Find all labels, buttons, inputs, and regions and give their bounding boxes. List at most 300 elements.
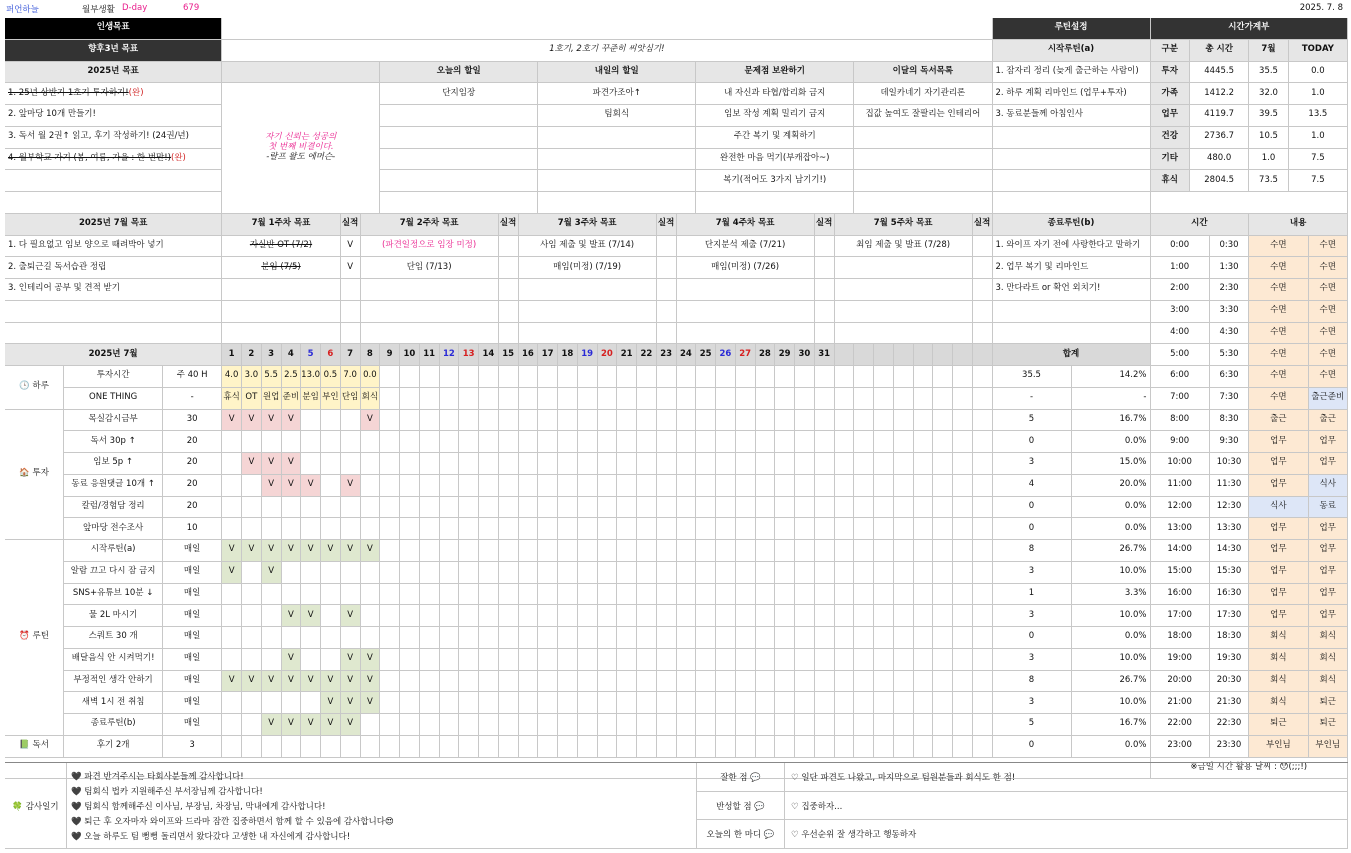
habit-check-cell[interactable] xyxy=(795,671,815,693)
habit-check-cell[interactable]: V xyxy=(222,562,242,584)
habit-check-cell[interactable] xyxy=(677,692,697,714)
habit-check-cell[interactable] xyxy=(795,649,815,671)
habit-check-cell[interactable] xyxy=(657,714,677,736)
habit-check-cell[interactable]: V xyxy=(262,714,282,736)
habit-check-cell[interactable] xyxy=(420,453,440,475)
habit-check-cell[interactable] xyxy=(716,410,736,432)
habit-check-cell[interactable] xyxy=(617,627,637,649)
habit-check-cell[interactable] xyxy=(282,562,302,584)
habit-check-cell[interactable] xyxy=(538,671,558,693)
habit-check-cell[interactable] xyxy=(578,475,598,497)
habit-check-cell[interactable] xyxy=(657,605,677,627)
habit-check-cell[interactable]: V xyxy=(282,714,302,736)
habit-check-cell[interactable] xyxy=(440,410,460,432)
reading-check-cell[interactable] xyxy=(282,736,302,758)
habit-check-cell[interactable] xyxy=(420,714,440,736)
habit-check-cell[interactable] xyxy=(815,410,835,432)
habit-check-cell[interactable] xyxy=(538,627,558,649)
habit-check-cell[interactable] xyxy=(756,562,776,584)
habit-check-cell[interactable] xyxy=(321,562,341,584)
reading-check-cell[interactable] xyxy=(341,736,361,758)
reading-check-cell[interactable] xyxy=(835,736,855,758)
habit-check-cell[interactable]: V xyxy=(282,410,302,432)
habit-check-cell[interactable] xyxy=(617,584,637,606)
habit-check-cell[interactable]: V xyxy=(262,671,282,693)
habit-check-cell[interactable]: V xyxy=(282,453,302,475)
habit-check-cell[interactable] xyxy=(598,453,618,475)
habit-check-cell[interactable] xyxy=(696,562,716,584)
habit-check-cell[interactable] xyxy=(696,540,716,562)
habit-check-cell[interactable] xyxy=(617,605,637,627)
habit-check-cell[interactable] xyxy=(795,410,815,432)
habit-check-cell[interactable] xyxy=(361,714,381,736)
habit-check-cell[interactable] xyxy=(361,431,381,453)
reading-check-cell[interactable] xyxy=(420,736,440,758)
habit-check-cell[interactable] xyxy=(459,714,479,736)
habit-check-cell[interactable] xyxy=(736,540,756,562)
habit-check-cell[interactable] xyxy=(479,649,499,671)
habit-check-cell[interactable] xyxy=(677,671,697,693)
habit-check-cell[interactable] xyxy=(716,714,736,736)
habit-check-cell[interactable] xyxy=(756,671,776,693)
habit-check-cell[interactable] xyxy=(459,431,479,453)
reading-check-cell[interactable] xyxy=(242,736,262,758)
habit-check-cell[interactable] xyxy=(282,627,302,649)
habit-check-cell[interactable] xyxy=(736,410,756,432)
habit-check-cell[interactable]: V xyxy=(262,540,282,562)
review-text[interactable]: ♡ 우선순위 잘 생각하고 행동하자 xyxy=(785,820,1348,849)
reading-check-cell[interactable] xyxy=(538,736,558,758)
habit-check-cell[interactable] xyxy=(222,605,242,627)
habit-check-cell[interactable] xyxy=(815,475,835,497)
habit-check-cell[interactable] xyxy=(558,453,578,475)
habit-check-cell[interactable] xyxy=(815,692,835,714)
habit-check-cell[interactable] xyxy=(321,410,341,432)
reading-check-cell[interactable] xyxy=(677,736,697,758)
habit-check-cell[interactable]: V xyxy=(321,540,341,562)
habit-check-cell[interactable] xyxy=(459,497,479,519)
habit-check-cell[interactable] xyxy=(400,540,420,562)
habit-check-cell[interactable] xyxy=(598,410,618,432)
habit-check-cell[interactable]: V xyxy=(301,605,321,627)
habit-check-cell[interactable] xyxy=(558,540,578,562)
habit-check-cell[interactable] xyxy=(519,649,539,671)
habit-check-cell[interactable] xyxy=(301,410,321,432)
habit-check-cell[interactable] xyxy=(420,540,440,562)
reading-check-cell[interactable] xyxy=(973,736,993,758)
habit-check-cell[interactable] xyxy=(558,475,578,497)
habit-check-cell[interactable] xyxy=(657,453,677,475)
habit-check-cell[interactable] xyxy=(459,649,479,671)
habit-check-cell[interactable] xyxy=(657,497,677,519)
habit-check-cell[interactable] xyxy=(440,584,460,606)
habit-check-cell[interactable] xyxy=(479,497,499,519)
habit-check-cell[interactable] xyxy=(440,497,460,519)
habit-check-cell[interactable] xyxy=(420,497,440,519)
habit-check-cell[interactable] xyxy=(756,584,776,606)
habit-check-cell[interactable]: V xyxy=(341,605,361,627)
habit-check-cell[interactable] xyxy=(440,453,460,475)
habit-check-cell[interactable] xyxy=(578,453,598,475)
habit-check-cell[interactable] xyxy=(301,453,321,475)
habit-check-cell[interactable] xyxy=(499,453,519,475)
habit-check-cell[interactable] xyxy=(637,431,657,453)
reading-check-cell[interactable] xyxy=(657,736,677,758)
habit-check-cell[interactable] xyxy=(519,518,539,540)
reading-check-cell[interactable] xyxy=(696,736,716,758)
habit-check-cell[interactable] xyxy=(736,475,756,497)
habit-check-cell[interactable] xyxy=(361,518,381,540)
habit-check-cell[interactable] xyxy=(657,540,677,562)
habit-check-cell[interactable] xyxy=(341,431,361,453)
habit-check-cell[interactable] xyxy=(301,649,321,671)
habit-check-cell[interactable] xyxy=(775,431,795,453)
habit-check-cell[interactable] xyxy=(795,540,815,562)
habit-check-cell[interactable] xyxy=(578,692,598,714)
habit-check-cell[interactable] xyxy=(657,431,677,453)
habit-check-cell[interactable] xyxy=(677,605,697,627)
habit-check-cell[interactable] xyxy=(598,692,618,714)
habit-check-cell[interactable] xyxy=(617,453,637,475)
habit-check-cell[interactable] xyxy=(756,649,776,671)
habit-check-cell[interactable] xyxy=(696,584,716,606)
habit-check-cell[interactable] xyxy=(736,649,756,671)
habit-check-cell[interactable]: V xyxy=(262,475,282,497)
habit-check-cell[interactable] xyxy=(519,605,539,627)
habit-check-cell[interactable]: V xyxy=(341,475,361,497)
habit-check-cell[interactable] xyxy=(420,671,440,693)
reading-check-cell[interactable] xyxy=(637,736,657,758)
habit-check-cell[interactable] xyxy=(696,518,716,540)
habit-check-cell[interactable] xyxy=(558,649,578,671)
habit-check-cell[interactable] xyxy=(716,453,736,475)
habit-check-cell[interactable] xyxy=(578,627,598,649)
habit-check-cell[interactable] xyxy=(400,518,420,540)
habit-check-cell[interactable]: V xyxy=(262,410,282,432)
habit-check-cell[interactable] xyxy=(677,518,697,540)
review-text[interactable]: ♡ 집중하자... xyxy=(785,792,1348,821)
habit-check-cell[interactable] xyxy=(420,475,440,497)
habit-check-cell[interactable] xyxy=(519,431,539,453)
habit-check-cell[interactable] xyxy=(321,518,341,540)
habit-check-cell[interactable] xyxy=(598,605,618,627)
habit-check-cell[interactable] xyxy=(459,475,479,497)
habit-check-cell[interactable] xyxy=(321,497,341,519)
habit-check-cell[interactable] xyxy=(815,562,835,584)
habit-check-cell[interactable] xyxy=(617,410,637,432)
habit-check-cell[interactable] xyxy=(440,649,460,671)
habit-check-cell[interactable] xyxy=(499,562,519,584)
habit-check-cell[interactable] xyxy=(598,649,618,671)
habit-check-cell[interactable] xyxy=(380,518,400,540)
habit-check-cell[interactable] xyxy=(479,475,499,497)
habit-check-cell[interactable] xyxy=(380,714,400,736)
habit-check-cell[interactable]: V xyxy=(222,540,242,562)
habit-check-cell[interactable] xyxy=(380,475,400,497)
habit-check-cell[interactable] xyxy=(617,692,637,714)
habit-check-cell[interactable] xyxy=(459,627,479,649)
habit-check-cell[interactable] xyxy=(519,540,539,562)
habit-check-cell[interactable] xyxy=(282,584,302,606)
habit-check-cell[interactable] xyxy=(380,584,400,606)
habit-check-cell[interactable] xyxy=(479,562,499,584)
habit-check-cell[interactable] xyxy=(341,410,361,432)
habit-check-cell[interactable] xyxy=(400,475,420,497)
habit-check-cell[interactable] xyxy=(222,453,242,475)
reading-check-cell[interactable] xyxy=(558,736,578,758)
habit-check-cell[interactable] xyxy=(677,497,697,519)
habit-check-cell[interactable] xyxy=(716,562,736,584)
habit-check-cell[interactable] xyxy=(479,518,499,540)
habit-check-cell[interactable] xyxy=(420,649,440,671)
reading-check-cell[interactable] xyxy=(775,736,795,758)
habit-check-cell[interactable] xyxy=(400,453,420,475)
habit-check-cell[interactable] xyxy=(282,692,302,714)
reading-check-cell[interactable] xyxy=(479,736,499,758)
habit-check-cell[interactable]: V xyxy=(301,475,321,497)
reading-check-cell[interactable] xyxy=(598,736,618,758)
habit-check-cell[interactable] xyxy=(479,584,499,606)
habit-check-cell[interactable] xyxy=(598,714,618,736)
habit-check-cell[interactable] xyxy=(716,692,736,714)
habit-check-cell[interactable]: V xyxy=(262,562,282,584)
habit-check-cell[interactable] xyxy=(538,518,558,540)
habit-check-cell[interactable] xyxy=(637,692,657,714)
habit-check-cell[interactable] xyxy=(440,540,460,562)
habit-check-cell[interactable] xyxy=(696,692,716,714)
habit-check-cell[interactable] xyxy=(736,431,756,453)
habit-check-cell[interactable] xyxy=(400,431,420,453)
habit-check-cell[interactable] xyxy=(341,562,361,584)
habit-check-cell[interactable] xyxy=(380,692,400,714)
habit-check-cell[interactable] xyxy=(301,584,321,606)
habit-check-cell[interactable] xyxy=(459,692,479,714)
habit-check-cell[interactable] xyxy=(222,584,242,606)
habit-check-cell[interactable] xyxy=(558,410,578,432)
habit-check-cell[interactable] xyxy=(499,627,519,649)
habit-check-cell[interactable] xyxy=(499,497,519,519)
habit-check-cell[interactable] xyxy=(716,475,736,497)
habit-check-cell[interactable] xyxy=(716,540,736,562)
habit-check-cell[interactable] xyxy=(815,627,835,649)
habit-check-cell[interactable] xyxy=(775,540,795,562)
reading-check-cell[interactable] xyxy=(321,736,341,758)
habit-check-cell[interactable] xyxy=(341,584,361,606)
habit-check-cell[interactable] xyxy=(775,584,795,606)
habit-check-cell[interactable] xyxy=(795,453,815,475)
habit-check-cell[interactable] xyxy=(420,410,440,432)
habit-check-cell[interactable] xyxy=(775,692,795,714)
habit-check-cell[interactable] xyxy=(696,475,716,497)
reading-check-cell[interactable] xyxy=(578,736,598,758)
reading-check-cell[interactable] xyxy=(400,736,420,758)
habit-check-cell[interactable] xyxy=(440,562,460,584)
habit-check-cell[interactable] xyxy=(815,671,835,693)
habit-check-cell[interactable]: V xyxy=(282,475,302,497)
habit-check-cell[interactable] xyxy=(696,410,716,432)
habit-check-cell[interactable] xyxy=(519,410,539,432)
habit-check-cell[interactable] xyxy=(519,562,539,584)
habit-check-cell[interactable] xyxy=(499,671,519,693)
habit-check-cell[interactable]: V xyxy=(361,649,381,671)
habit-check-cell[interactable] xyxy=(380,453,400,475)
habit-check-cell[interactable] xyxy=(420,562,440,584)
habit-check-cell[interactable] xyxy=(736,518,756,540)
habit-check-cell[interactable] xyxy=(617,649,637,671)
reading-check-cell[interactable] xyxy=(736,736,756,758)
habit-check-cell[interactable] xyxy=(716,605,736,627)
habit-check-cell[interactable] xyxy=(262,627,282,649)
habit-check-cell[interactable] xyxy=(479,714,499,736)
habit-check-cell[interactable] xyxy=(558,714,578,736)
habit-check-cell[interactable] xyxy=(242,649,262,671)
habit-check-cell[interactable] xyxy=(519,671,539,693)
habit-check-cell[interactable] xyxy=(598,497,618,519)
reading-check-cell[interactable] xyxy=(953,736,973,758)
habit-check-cell[interactable] xyxy=(756,497,776,519)
reading-check-cell[interactable] xyxy=(815,736,835,758)
habit-check-cell[interactable] xyxy=(795,562,815,584)
reading-check-cell[interactable] xyxy=(756,736,776,758)
habit-check-cell[interactable] xyxy=(341,453,361,475)
habit-check-cell[interactable] xyxy=(617,671,637,693)
habit-check-cell[interactable] xyxy=(657,584,677,606)
habit-check-cell[interactable] xyxy=(637,605,657,627)
habit-check-cell[interactable] xyxy=(242,584,262,606)
habit-check-cell[interactable] xyxy=(400,714,420,736)
habit-check-cell[interactable]: V xyxy=(242,453,262,475)
habit-check-cell[interactable] xyxy=(420,584,440,606)
reading-check-cell[interactable] xyxy=(440,736,460,758)
habit-check-cell[interactable] xyxy=(282,497,302,519)
habit-check-cell[interactable] xyxy=(637,410,657,432)
habit-check-cell[interactable] xyxy=(301,431,321,453)
habit-check-cell[interactable] xyxy=(558,518,578,540)
habit-check-cell[interactable] xyxy=(341,627,361,649)
habit-check-cell[interactable] xyxy=(716,431,736,453)
habit-check-cell[interactable]: V xyxy=(341,540,361,562)
habit-check-cell[interactable] xyxy=(519,714,539,736)
habit-check-cell[interactable] xyxy=(696,714,716,736)
habit-check-cell[interactable] xyxy=(617,475,637,497)
habit-check-cell[interactable] xyxy=(558,627,578,649)
habit-check-cell[interactable] xyxy=(795,584,815,606)
habit-check-cell[interactable] xyxy=(815,518,835,540)
habit-check-cell[interactable] xyxy=(558,497,578,519)
habit-check-cell[interactable] xyxy=(380,540,400,562)
habit-check-cell[interactable] xyxy=(222,497,242,519)
habit-check-cell[interactable] xyxy=(736,584,756,606)
habit-check-cell[interactable]: V xyxy=(222,671,242,693)
habit-check-cell[interactable] xyxy=(282,431,302,453)
habit-check-cell[interactable] xyxy=(459,518,479,540)
reading-check-cell[interactable] xyxy=(499,736,519,758)
habit-check-cell[interactable] xyxy=(736,714,756,736)
habit-check-cell[interactable] xyxy=(538,410,558,432)
habit-check-cell[interactable] xyxy=(578,540,598,562)
habit-check-cell[interactable] xyxy=(361,497,381,519)
habit-check-cell[interactable] xyxy=(380,562,400,584)
habit-check-cell[interactable] xyxy=(499,410,519,432)
habit-check-cell[interactable] xyxy=(400,584,420,606)
habit-check-cell[interactable] xyxy=(440,671,460,693)
habit-check-cell[interactable] xyxy=(815,714,835,736)
habit-check-cell[interactable] xyxy=(242,431,262,453)
habit-check-cell[interactable] xyxy=(756,692,776,714)
habit-check-cell[interactable] xyxy=(479,431,499,453)
habit-check-cell[interactable] xyxy=(479,605,499,627)
habit-check-cell[interactable]: V xyxy=(242,671,262,693)
reading-check-cell[interactable] xyxy=(519,736,539,758)
habit-check-cell[interactable] xyxy=(598,431,618,453)
habit-check-cell[interactable] xyxy=(459,671,479,693)
habit-check-cell[interactable] xyxy=(262,518,282,540)
habit-check-cell[interactable] xyxy=(459,605,479,627)
habit-check-cell[interactable] xyxy=(736,692,756,714)
reading-check-cell[interactable] xyxy=(894,736,914,758)
habit-check-cell[interactable] xyxy=(242,562,262,584)
habit-check-cell[interactable] xyxy=(558,671,578,693)
habit-check-cell[interactable] xyxy=(242,518,262,540)
habit-check-cell[interactable] xyxy=(598,562,618,584)
habit-check-cell[interactable] xyxy=(775,518,795,540)
habit-check-cell[interactable] xyxy=(736,671,756,693)
habit-check-cell[interactable] xyxy=(677,475,697,497)
habit-check-cell[interactable] xyxy=(617,714,637,736)
habit-check-cell[interactable] xyxy=(578,410,598,432)
reading-check-cell[interactable] xyxy=(459,736,479,758)
habit-check-cell[interactable] xyxy=(242,475,262,497)
habit-check-cell[interactable] xyxy=(696,649,716,671)
habit-check-cell[interactable] xyxy=(598,671,618,693)
habit-check-cell[interactable] xyxy=(499,584,519,606)
habit-check-cell[interactable] xyxy=(380,649,400,671)
habit-check-cell[interactable] xyxy=(657,518,677,540)
habit-check-cell[interactable] xyxy=(420,518,440,540)
habit-check-cell[interactable] xyxy=(499,518,519,540)
habit-check-cell[interactable] xyxy=(499,714,519,736)
habit-check-cell[interactable] xyxy=(677,453,697,475)
habit-check-cell[interactable] xyxy=(756,518,776,540)
habit-check-cell[interactable] xyxy=(222,518,242,540)
habit-check-cell[interactable] xyxy=(756,475,776,497)
habit-check-cell[interactable] xyxy=(242,605,262,627)
habit-check-cell[interactable] xyxy=(775,714,795,736)
habit-check-cell[interactable] xyxy=(795,431,815,453)
habit-check-cell[interactable] xyxy=(677,540,697,562)
habit-check-cell[interactable] xyxy=(696,627,716,649)
habit-check-cell[interactable] xyxy=(400,671,420,693)
habit-check-cell[interactable] xyxy=(815,431,835,453)
reading-check-cell[interactable] xyxy=(380,736,400,758)
habit-check-cell[interactable] xyxy=(775,605,795,627)
habit-check-cell[interactable] xyxy=(677,431,697,453)
habit-check-cell[interactable]: V xyxy=(262,453,282,475)
habit-check-cell[interactable] xyxy=(716,518,736,540)
habit-check-cell[interactable] xyxy=(756,605,776,627)
habit-check-cell[interactable] xyxy=(617,497,637,519)
habit-check-cell[interactable] xyxy=(380,671,400,693)
habit-check-cell[interactable] xyxy=(598,540,618,562)
habit-check-cell[interactable]: V xyxy=(341,714,361,736)
habit-check-cell[interactable] xyxy=(519,475,539,497)
habit-check-cell[interactable] xyxy=(222,475,242,497)
habit-check-cell[interactable] xyxy=(538,562,558,584)
habit-check-cell[interactable] xyxy=(617,518,637,540)
habit-check-cell[interactable] xyxy=(519,453,539,475)
reading-check-cell[interactable] xyxy=(874,736,894,758)
habit-check-cell[interactable]: V xyxy=(282,649,302,671)
